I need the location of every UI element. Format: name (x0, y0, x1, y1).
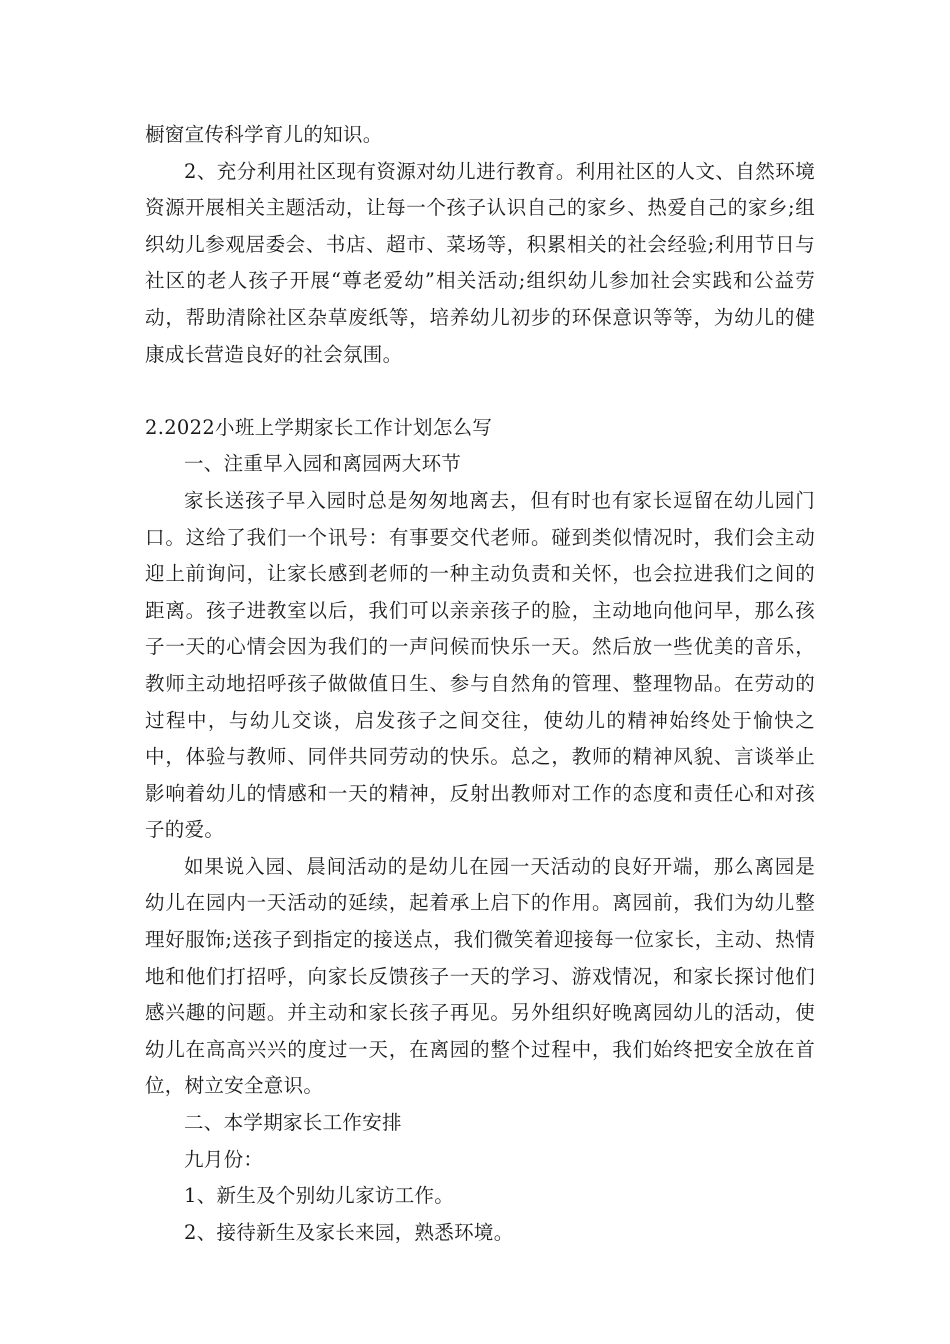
paragraph-community-resources: 2、充分利用社区现有资源对幼儿进行教育。利用社区的人文、自然环境资源开展相关主题活动，让每一个孩子认识自己的家乡、热爱自己的家乡;组织幼儿参观居委会、书店、超市、菜场等，积累相关的社会经验;利用节日与社区的老人孩子开展“尊老爱幼”相关活动;组织幼儿参加社会实践和公益劳动，帮助清除社区杂草废纸等，培养幼儿初步的环保意识等等，为幼儿的健康成长营造良好的社会氛围。 (145, 159, 815, 366)
document-body (145, 117, 815, 1251)
month-label-september: 九月份： (184, 1147, 264, 1171)
blank-line (145, 373, 815, 410)
subheading-semester-plan: 二、本学期家长工作安排 (184, 1111, 402, 1135)
list-item-home-visit: 1、新生及个别幼儿家访工作。 (184, 1184, 455, 1208)
paragraph-morning-arrival: 家长送孩子早入园时总是匆匆地离去，但有时也有家长逗留在幼儿园门口。这给了我们一个讯号：有事要交代老师。碰到类似情况时，我们会主动迎上前询问，让家长感到老师的一种主动负责和关怀，也会拉进我们之间的距离。孩子进教室以后，我们可以亲亲孩子的脸，主动地向他问早，那么孩子一天的心情会因为我们的一声问候而快乐一天。然后放一些优美的音乐，教师主动地招呼孩子做做值日生、参与自然角的管理、整理物品。在劳动的过程中，与幼儿交谈，启发孩子之间交往，使幼儿的精神始终处于愉快之中，体验与教师、同伴共同劳动的快乐。总之，教师的精神风貌、言谈举止影响着幼儿的情感和一天的精神，反射出教师对工作的态度和责任心和对孩子的爱。 (145, 488, 815, 842)
section-title: 2.2022小班上学期家长工作计划怎么写 (145, 415, 493, 439)
list-item-reception: 2、接待新生及家长来园，熟悉环境。 (184, 1220, 514, 1244)
paragraph-departure: 如果说入园、晨间活动的是幼儿在园一天活动的良好开端，那么离园是幼儿在园内一天活动的延续，起着承上启下的作用。离园前，我们为幼儿整理好服饰;送孩子到指定的接送点，我们微笑着迎接每一位家长，主动、热情地和他们打招呼，向家长反馈孩子一天的学习、游戏情况，和家长探讨他们感兴趣的问题。并主动和家长孩子再见。另外组织好晚离园幼儿的活动，使幼儿在高高兴兴的度过一天，在离园的整个过程中，我们始终把安全放在首位，树立安全意识。 (145, 854, 815, 1098)
paragraph-continuation: 橱窗宣传科学育儿的知识。 (145, 123, 383, 146)
subheading-entry-exit: 一、注重早入园和离园两大环节 (184, 452, 462, 476)
